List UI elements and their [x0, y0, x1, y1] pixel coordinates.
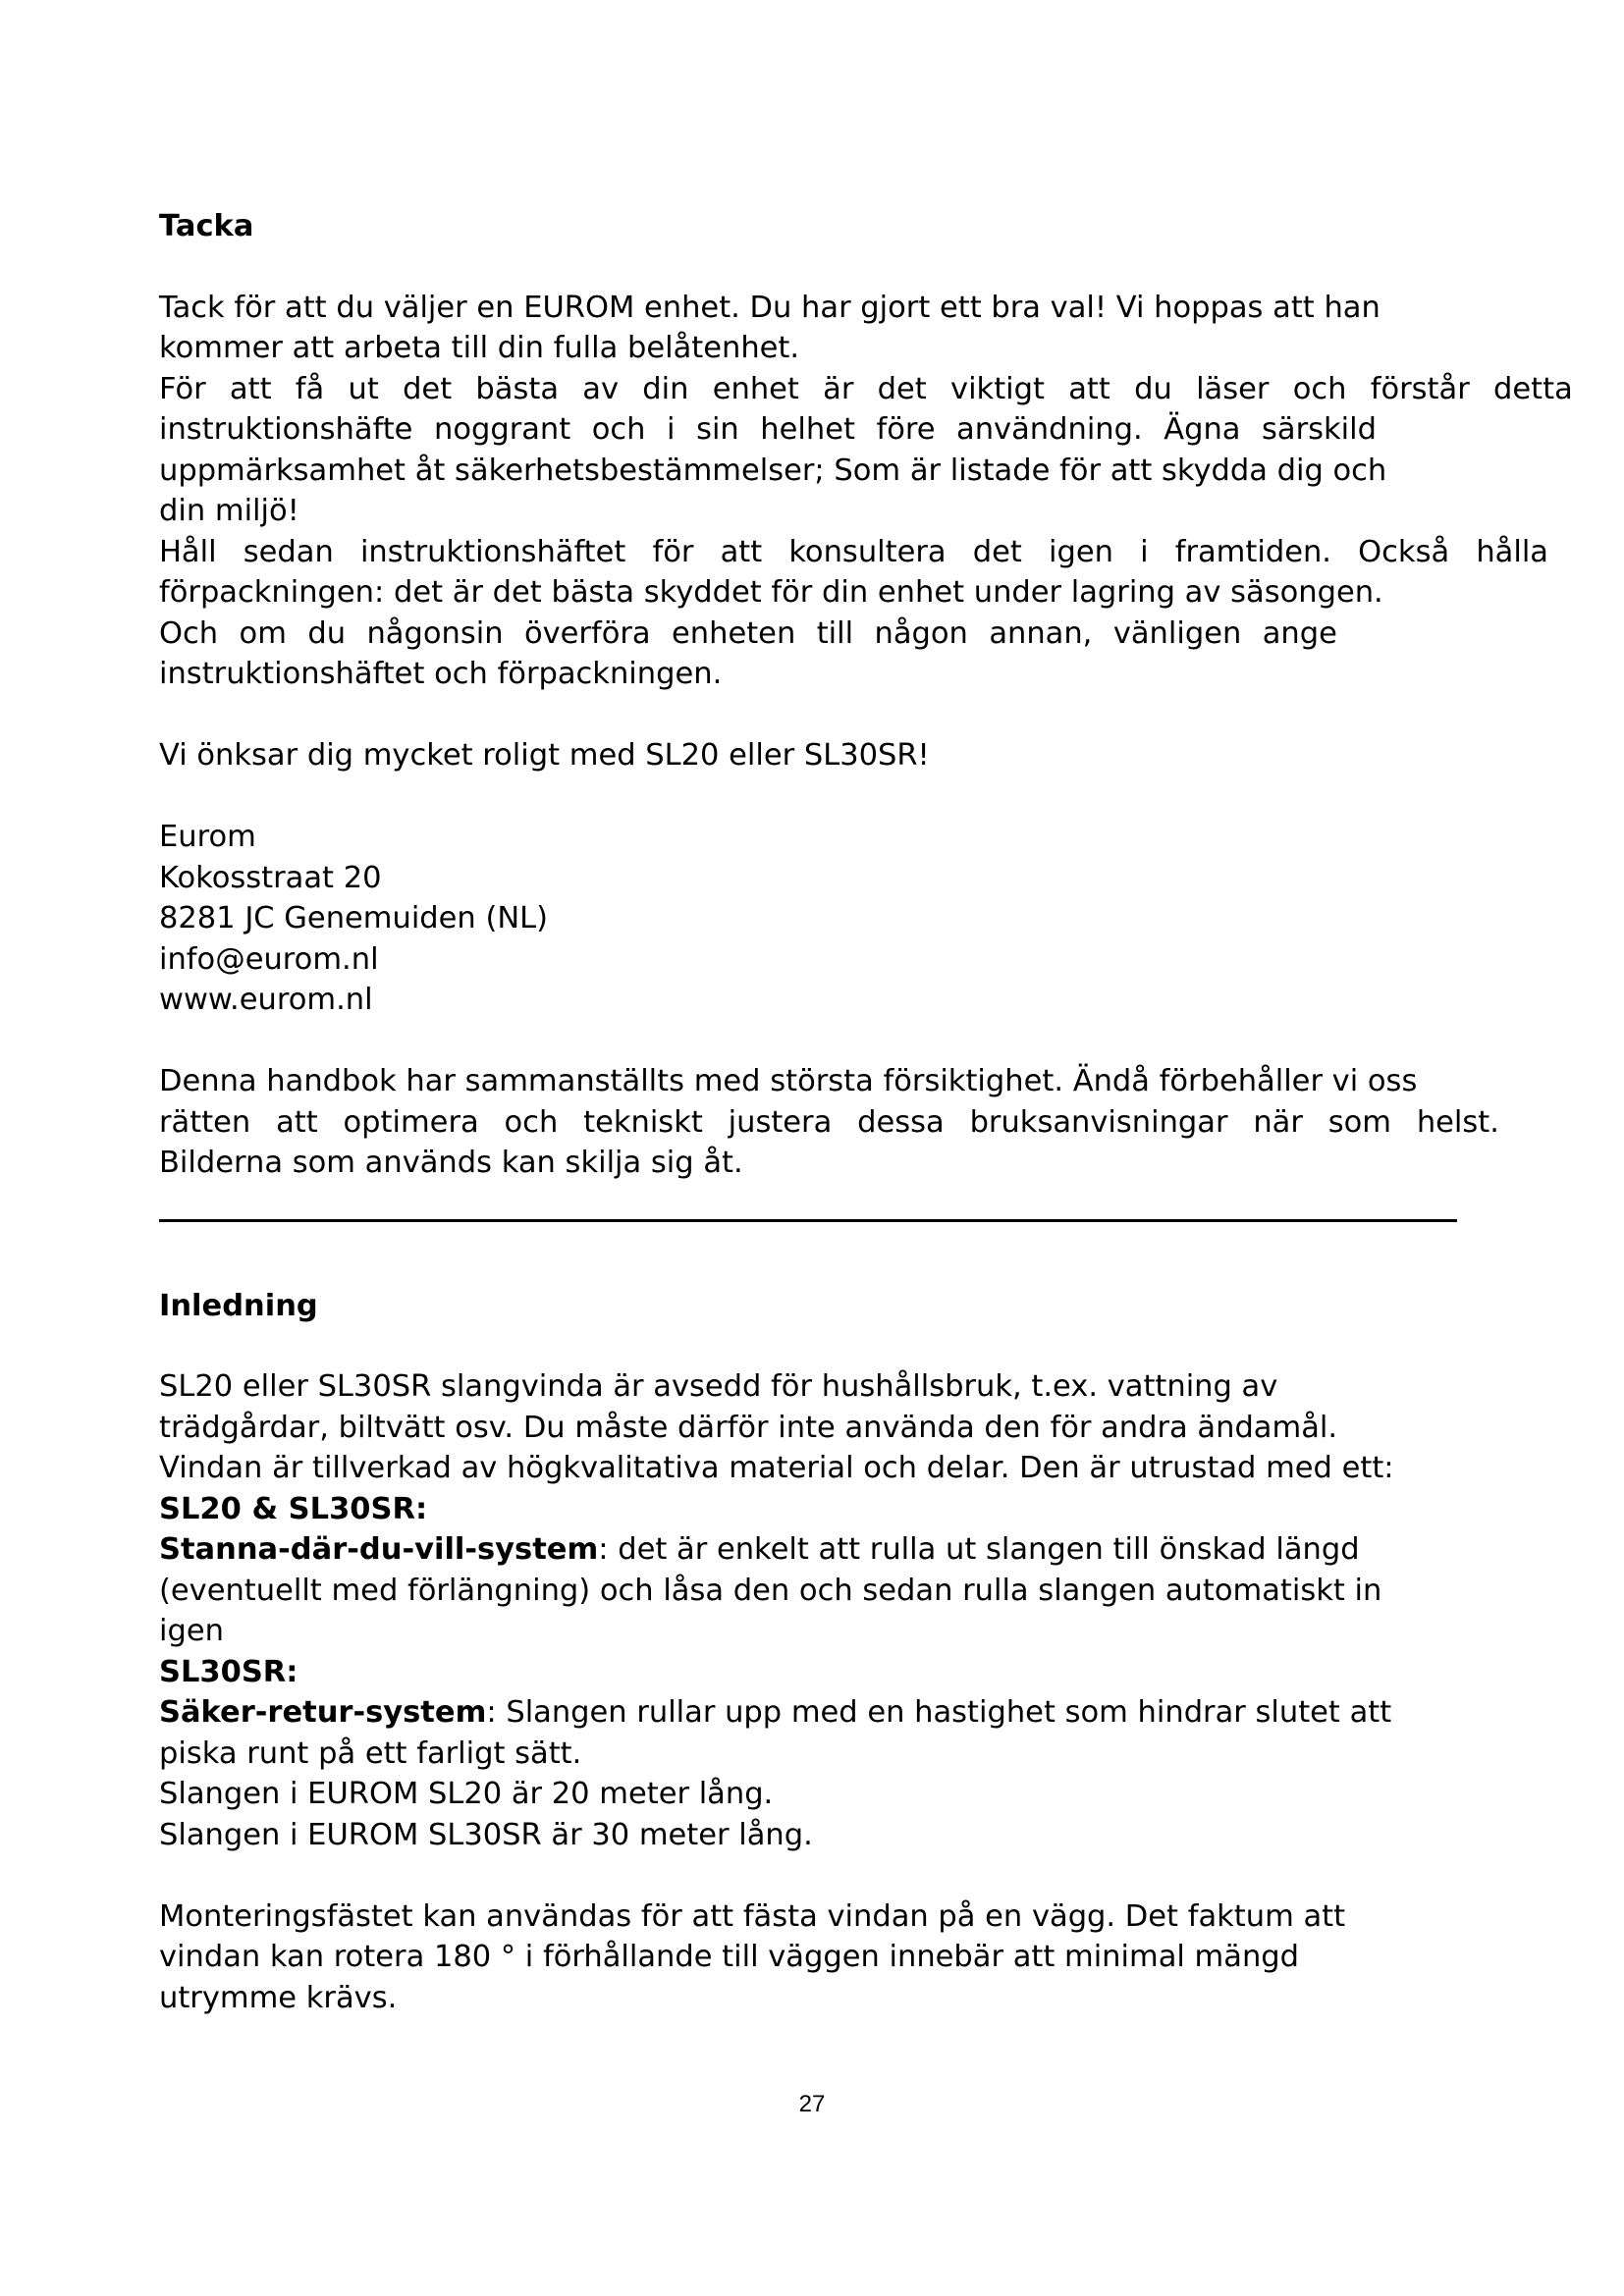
- word: för: [652, 534, 694, 569]
- text-line: Vindan är tillverkad av högkvalitativa material och delar. Den är utrustad med ett:: [159, 1451, 1394, 1485]
- word: bästa: [475, 371, 560, 406]
- postal-city: 8281 JC Genemuiden (NL): [159, 901, 549, 935]
- word: Ägna: [1164, 412, 1241, 447]
- word: det: [403, 371, 453, 406]
- word: om: [239, 615, 287, 651]
- word: enheten: [672, 615, 796, 651]
- word: att: [229, 371, 272, 406]
- word: till: [816, 615, 854, 651]
- document-page: [159, 206, 1573, 2018]
- street-address: Kokosstraat 20: [159, 860, 382, 895]
- feature-safe-return: [159, 1692, 1573, 1734]
- word: bruksanvisningar: [969, 1104, 1228, 1140]
- email-address: info@eurom.nl: [159, 941, 379, 977]
- word: annan,: [989, 615, 1093, 651]
- word: någon: [874, 615, 968, 651]
- text-line-justified: [159, 409, 1377, 451]
- word: förstår: [1370, 371, 1470, 406]
- word: någonsin: [366, 615, 504, 651]
- text-line: Tack för att du väljer en EUROM enhet. Du har gjort ett bra val! Vi hoppas att han: [159, 290, 1380, 325]
- text-line-justified: [159, 532, 1548, 573]
- word: noggrant: [433, 412, 571, 447]
- word: dessa: [857, 1104, 945, 1140]
- word: instruktionshäfte: [159, 412, 413, 447]
- text-line: Slangen i EUROM SL20 är 20 meter lång.: [159, 1777, 774, 1811]
- heading-tacka: Tacka: [159, 209, 254, 243]
- mount-paragraph: [159, 1896, 1573, 2019]
- text-line-justified: [159, 1102, 1499, 1144]
- word: hålla: [1476, 534, 1548, 569]
- text-line: utrymme krävs.: [159, 1980, 398, 2015]
- word: din: [642, 371, 689, 406]
- word: som: [1327, 1104, 1391, 1140]
- word: läser: [1196, 371, 1270, 406]
- word: rätten: [159, 1104, 251, 1140]
- page-number: 27: [798, 2091, 826, 2117]
- word: och: [1292, 371, 1347, 406]
- text-line: instruktionshäftet och förpackningen.: [159, 657, 723, 691]
- feature-description: : det är enkelt att rulla ut slangen till önskad längd: [598, 1532, 1360, 1567]
- text-line-justified: [159, 369, 1573, 410]
- disclaimer-paragraph: [159, 1061, 1573, 1184]
- word: Håll: [159, 534, 217, 569]
- word: särskild: [1262, 412, 1377, 447]
- word: enhet: [712, 371, 799, 406]
- word: det: [972, 534, 1022, 569]
- word: i: [667, 412, 676, 447]
- text-line: kommer att arbeta till din fulla belåtenhet.: [159, 331, 800, 365]
- word: optimera: [343, 1104, 479, 1140]
- text-line: vindan kan rotera 180 ° i förhållande till väggen innebär att minimal mängd: [159, 1940, 1300, 1974]
- word: är: [823, 371, 854, 406]
- word: tekniskt: [583, 1104, 703, 1140]
- word: och: [591, 412, 646, 447]
- word: viktigt: [950, 371, 1045, 406]
- text-line: din miljö!: [159, 494, 299, 528]
- word: att: [1068, 371, 1110, 406]
- word: få: [295, 371, 325, 406]
- intro-paragraph: [159, 1366, 1573, 1855]
- text-line: (eventuellt med förlängning) och låsa den och sedan rulla slangen automatiskt in: [159, 1573, 1382, 1608]
- word: av: [582, 371, 620, 406]
- text-line: Monteringsfästet kan användas för att fästa vindan på en vägg. Det faktum att: [159, 1898, 1346, 1934]
- word: ut: [348, 371, 379, 406]
- model-label-sr: SL30SR:: [159, 1654, 298, 1689]
- thanks-paragraph: [159, 288, 1573, 695]
- word: före: [876, 412, 936, 447]
- text-line-justified: [159, 614, 1337, 655]
- section-divider: [159, 1219, 1457, 1222]
- feature-stop-system: [159, 1529, 1573, 1571]
- feature-description: : Slangen rullar upp med en hastighet som hindrar slutet att: [486, 1695, 1392, 1730]
- word: helst.: [1416, 1104, 1499, 1140]
- text-line: Denna handbok har sammanställts med största försiktighet. Ändå förbehåller vi oss: [159, 1064, 1418, 1098]
- text-line: Slangen i EUROM SL30SR är 30 meter lång.: [159, 1817, 813, 1852]
- word: användning.: [956, 412, 1143, 447]
- feature-term: Säker-retur-system: [159, 1695, 487, 1730]
- text-line: Bilderna som används kan skilja sig åt.: [159, 1146, 743, 1180]
- word: Och: [159, 615, 219, 651]
- text-line: SL20 eller SL30SR slangvinda är avsedd för hushållsbruk, t.ex. vattning av: [159, 1369, 1278, 1404]
- word: instruktionshäftet: [359, 534, 626, 569]
- word: sin: [696, 412, 739, 447]
- text-line: uppmärksamhet åt säkerhetsbestämmelser; Som är listade för att skydda dig och: [159, 453, 1387, 488]
- word: ange: [1262, 615, 1337, 651]
- word: För: [159, 371, 206, 406]
- word: konsultera: [788, 534, 947, 569]
- website-address: www.eurom.nl: [159, 983, 373, 1017]
- word: överföra: [523, 615, 651, 651]
- word: vänligen: [1112, 615, 1242, 651]
- text-line: igen: [159, 1614, 224, 1648]
- word: igen: [1048, 534, 1113, 569]
- word: i: [1140, 534, 1149, 569]
- word: Också: [1358, 534, 1450, 569]
- feature-term: Stanna-där-du-vill-system: [159, 1532, 599, 1567]
- word: sedan: [243, 534, 334, 569]
- text-line: piska runt på ett farligt sätt.: [159, 1735, 582, 1771]
- word: du: [1134, 371, 1172, 406]
- text-line: trädgårdar, biltvätt osv. Du måste därför inte använda den för andra ändamål.: [159, 1410, 1338, 1445]
- word: detta: [1493, 371, 1573, 406]
- word: justera: [728, 1104, 833, 1140]
- wish-line: Vi önksar dig mycket roligt med SL20 eller SL30SR!: [159, 738, 930, 773]
- model-label-both: SL20 & SL30SR:: [159, 1491, 428, 1526]
- heading-inledning: Inledning: [159, 1288, 318, 1323]
- text-line: förpackningen: det är det bästa skyddet för din enhet under lagring av säsongen.: [159, 575, 1383, 610]
- word: att: [276, 1104, 318, 1140]
- word: helhet: [760, 412, 855, 447]
- company-name: Eurom: [159, 820, 256, 854]
- word: när: [1253, 1104, 1303, 1140]
- word: att: [720, 534, 763, 569]
- word: det: [877, 371, 927, 406]
- word: och: [504, 1104, 559, 1140]
- word: framtiden.: [1174, 534, 1331, 569]
- word: du: [307, 615, 347, 651]
- address-block: [159, 817, 1573, 1021]
